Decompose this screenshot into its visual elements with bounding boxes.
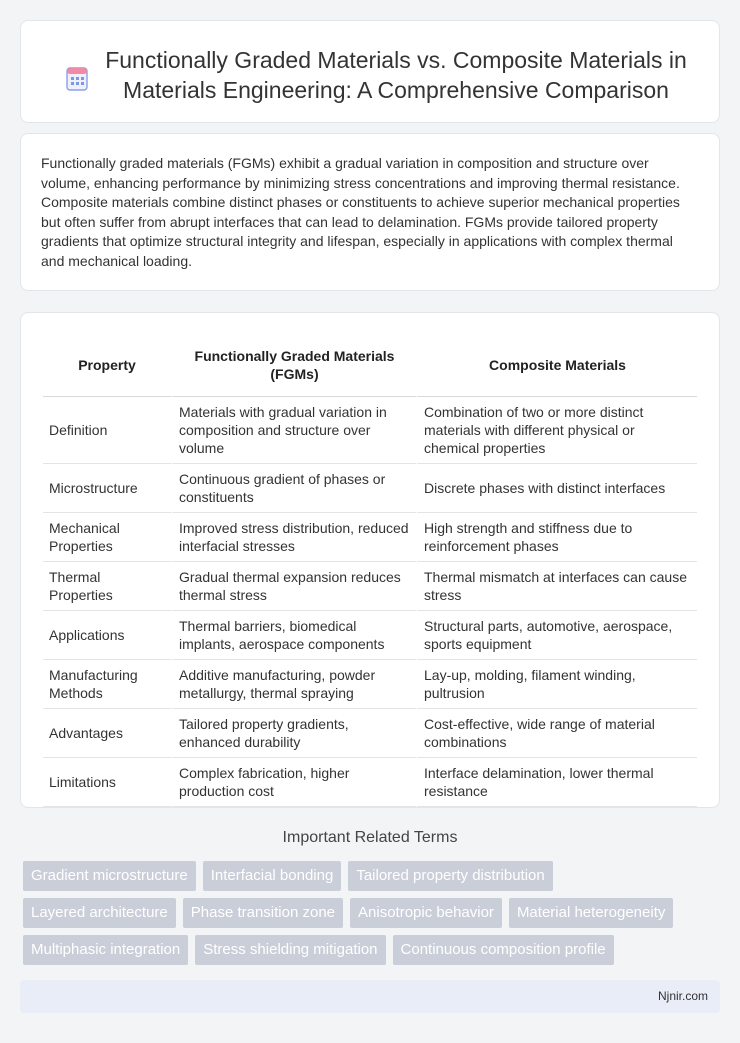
row-property: Applications: [43, 611, 171, 660]
tag-row: [23, 861, 723, 891]
tag-row: [23, 935, 723, 965]
row-composite: Thermal mismatch at interfaces can cause stress: [416, 562, 697, 611]
row-property: Advantages: [43, 709, 171, 758]
row-property: Microstructure: [43, 464, 171, 513]
comparison-table: [43, 333, 697, 807]
row-fgm: Improved stress distribution, reduced interfacial stresses: [171, 513, 416, 562]
related-term-tag[interactable]: Multiphasic integration: [23, 935, 188, 965]
row-fgm: Continuous gradient of phases or constituents: [171, 464, 416, 513]
comparison-table-card: [20, 312, 720, 808]
row-property: Manufacturing Methods: [43, 660, 171, 709]
related-term-tag[interactable]: Tailored property distribution: [348, 861, 552, 891]
header-fgm: Functionally Graded Materials (FGMs): [171, 333, 416, 397]
row-property: Limitations: [43, 758, 171, 807]
related-terms-title: Important Related Terms: [282, 829, 458, 846]
table-row: [43, 464, 697, 513]
row-fgm: Additive manufacturing, powder metallurgy, thermal spraying: [171, 660, 416, 709]
row-composite: Combination of two or more distinct materials with different physical or chemical properties: [416, 397, 697, 464]
header-property: Property: [43, 333, 171, 397]
row-composite: Structural parts, automotive, aerospace, sports equipment: [416, 611, 697, 660]
table-row: [43, 562, 697, 611]
row-property: Thermal Properties: [43, 562, 171, 611]
footer: [20, 980, 720, 1013]
row-composite: Lay-up, molding, filament winding, pultrusion: [416, 660, 697, 709]
row-property: Definition: [43, 397, 171, 464]
intro-text: Functionally graded materials (FGMs) exhibit a gradual variation in composition and structure over volume, enhancing performance by minimizing stress concentrations and improving thermal resistance. Composite materials combine distinct phases or constituents to achieve superior mechanical properties but often suffer from abrupt interfaces that can lead to delamination. FGMs provide tailored property gradients that optimize structural integrity and lifespan, especially in applications with complex thermal and mechanical loading.: [41, 155, 680, 269]
header-composite: Composite Materials: [416, 333, 697, 397]
related-term-tag[interactable]: Material heterogeneity: [509, 898, 673, 928]
footer-site-link[interactable]: Njnir.com: [657, 989, 708, 1003]
related-term-tag[interactable]: Gradient microstructure: [23, 861, 196, 891]
row-composite: Cost-effective, wide range of material combinations: [416, 709, 697, 758]
title-card: [20, 20, 720, 123]
page-title: Functionally Graded Materials vs. Composite Materials in Materials Engineering: A Comprehensive Comparison: [105, 47, 687, 103]
related-term-tag[interactable]: Phase transition zone: [183, 898, 343, 928]
row-fgm: Complex fabrication, higher production cost: [171, 758, 416, 807]
row-fgm: Gradual thermal expansion reduces thermal stress: [171, 562, 416, 611]
table-row: [43, 709, 697, 758]
table-row: [43, 660, 697, 709]
table-row: [43, 758, 697, 807]
row-composite: Interface delamination, lower thermal resistance: [416, 758, 697, 807]
document-icon: [65, 66, 89, 92]
related-term-tag[interactable]: Stress shielding mitigation: [195, 935, 385, 965]
table-row: [43, 513, 697, 562]
table-row: [43, 397, 697, 464]
row-fgm: Materials with gradual variation in composition and structure over volume: [171, 397, 416, 464]
related-term-tag[interactable]: Continuous composition profile: [393, 935, 614, 965]
tag-row: [23, 898, 723, 928]
related-term-tag[interactable]: Interfacial bonding: [203, 861, 342, 891]
row-fgm: Thermal barriers, biomedical implants, aerospace components: [171, 611, 416, 660]
row-composite: High strength and stiffness due to reinforcement phases: [416, 513, 697, 562]
related-term-tag[interactable]: Layered architecture: [23, 898, 176, 928]
related-terms: [23, 861, 723, 972]
row-property: Mechanical Properties: [43, 513, 171, 562]
row-composite: Discrete phases with distinct interfaces: [416, 464, 697, 513]
table-header-row: [43, 333, 697, 397]
intro-card: [20, 133, 720, 291]
related-term-tag[interactable]: Anisotropic behavior: [350, 898, 502, 928]
row-fgm: Tailored property gradients, enhanced durability: [171, 709, 416, 758]
table-row: [43, 611, 697, 660]
